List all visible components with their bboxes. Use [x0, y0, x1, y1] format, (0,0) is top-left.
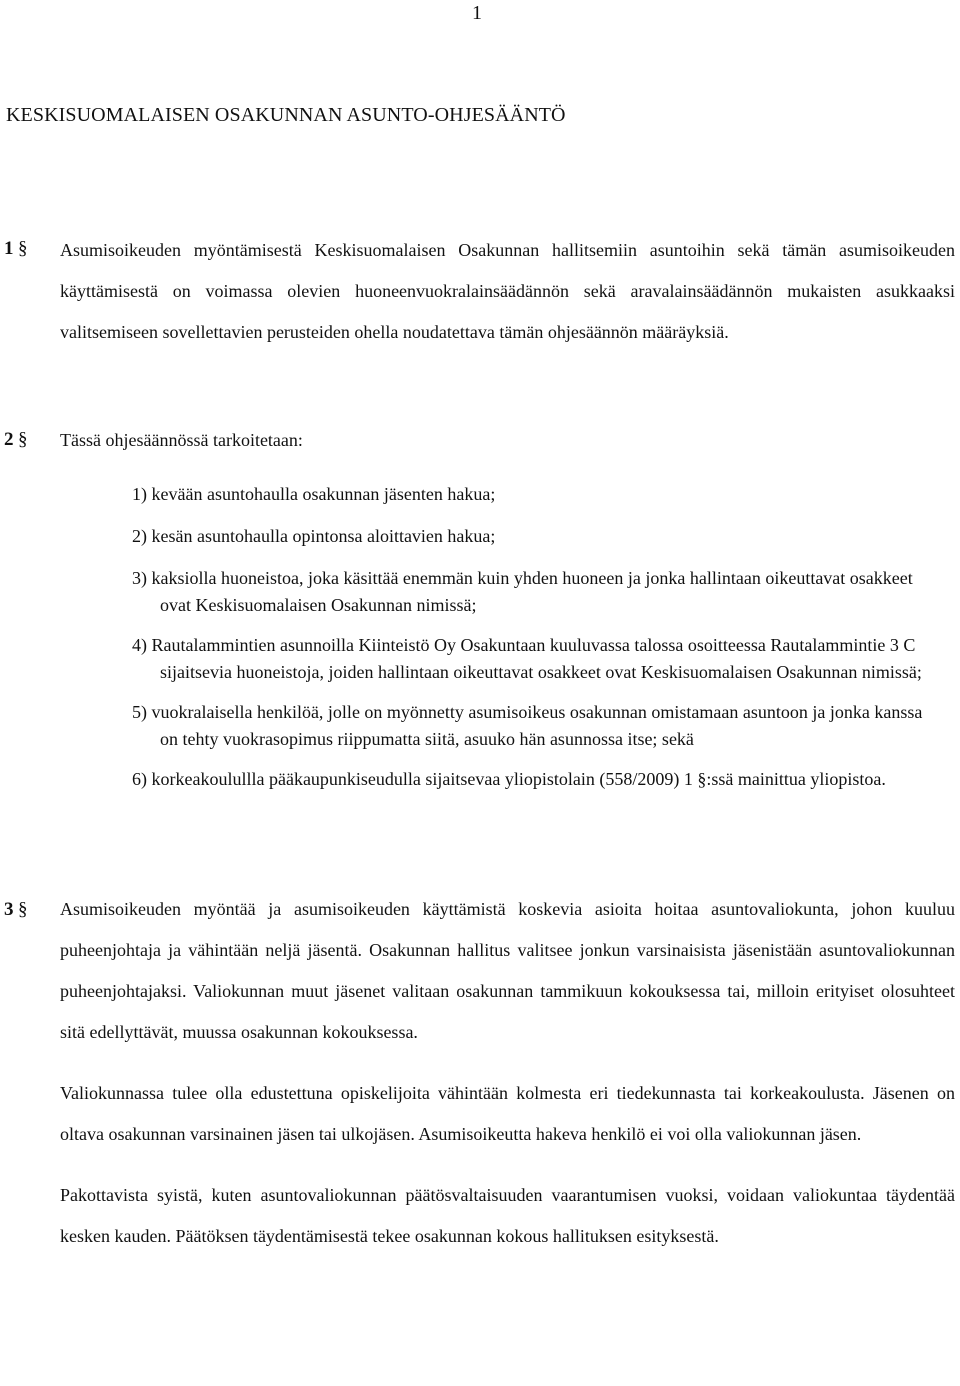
- section-3-text: [60, 889, 955, 1257]
- section-2-intro: [60, 429, 955, 451]
- paragraph: Valiokunnassa tulee olla edustettuna opiskelijoita vähintään kolmesta eri tiedekunnasta tai korkeakoulusta. Jäsenen on oltava osakunnan varsinainen jäsen tai ulkojäsen. Asumisoikeutta hakeva henkilö ei voi olla valiokunnan jäsen.: [60, 1083, 955, 1144]
- section-1-text: [60, 230, 955, 353]
- paragraph: Asumisoikeuden myöntämisestä Keskisuomalaisen Osakunnan hallitsemiin asuntoihin sekä tämän asumisoikeuden käyttämisestä on voimassa olevien huoneenvuokralainsäädännön sekä aravalainsäädännön mukaisten asukkaaksi valitsemiseen sovellettavien perusteiden ohella noudatettava tämän ohjesäännön määräyksiä.: [60, 240, 955, 342]
- paragraph: Asumisoikeuden myöntää ja asumisoikeuden käyttämistä koskevia asioita hoitaa asuntovaliokunta, johon kuuluu puheenjohtaja ja vähintään neljä jäsentä. Osakunnan hallitus valitsee jonkun varsinaisista jäsenistään asuntovaliokunnan puheenjohtajaksi. Valiokunnan muut jäsenet valitaan osakunnan tammikuun kokouksessa tai, milloin erityiset olosuhteet sitä edellyttävät, muussa osakunnan kokouksessa.: [60, 899, 955, 1042]
- definition-list: [132, 481, 944, 793]
- section-symbol: §: [18, 899, 28, 920]
- section-symbol: §: [18, 429, 28, 450]
- page-number: 1: [472, 2, 482, 24]
- document-title: KESKISUOMALAISEN OSAKUNNAN ASUNTO-OHJESÄÄNTÖ: [6, 104, 566, 126]
- list-item: 4) Rautalammintien asunnoilla Kiinteistö Oy Osakuntaan kuuluvassa talossa osoitteessa Rautalammintie 3 C sijaitsevia huoneistoja, joiden hallintaan oikeuttavat osakkeet ovat Keskisuomalaisen Osakunnan nimissä;: [132, 635, 922, 682]
- list-item: 5) vuokralaisella henkilöä, jolle on myönnetty asumisoikeus osakunnan omistamaan asuntoon ja jonka kanssa on tehty vuokrasopimus riippumatta siitä, asuuko hän asunnossa itse; sekä: [132, 702, 923, 749]
- paragraph: Pakottavista syistä, kuten asuntovaliokunnan päätösvaltaisuuden vaarantumisen vuoksi, voidaan valiokuntaa täydentää kesken kauden. Päätöksen täydentämisestä tekee osakunnan kokous hallituksen esityksestä.: [60, 1185, 955, 1246]
- section-symbol: §: [18, 238, 28, 259]
- list-item: 1) kevään asuntohaulla osakunnan jäsenten hakua;: [132, 484, 496, 504]
- section-number: 1: [4, 238, 14, 259]
- paragraph: Tässä ohjesäännössä tarkoitetaan:: [60, 430, 303, 450]
- list-item: 3) kaksiolla huoneistoa, joka käsittää enemmän kuin yhden huoneen ja jonka hallintaan oikeuttavat osakkeet ovat Keskisuomalaisen Osakunnan nimissä;: [132, 568, 913, 615]
- list-item: 2) kesän asuntohaulla opintonsa aloittavien hakua;: [132, 526, 496, 546]
- section-number: 3: [4, 899, 14, 920]
- list-item: 6) korkeakoulullla pääkaupunkiseudulla sijaitsevaa yliopistolain (558/2009) 1 §:ssä mainittua yliopistoa.: [132, 769, 886, 789]
- section-number: 2: [4, 429, 14, 450]
